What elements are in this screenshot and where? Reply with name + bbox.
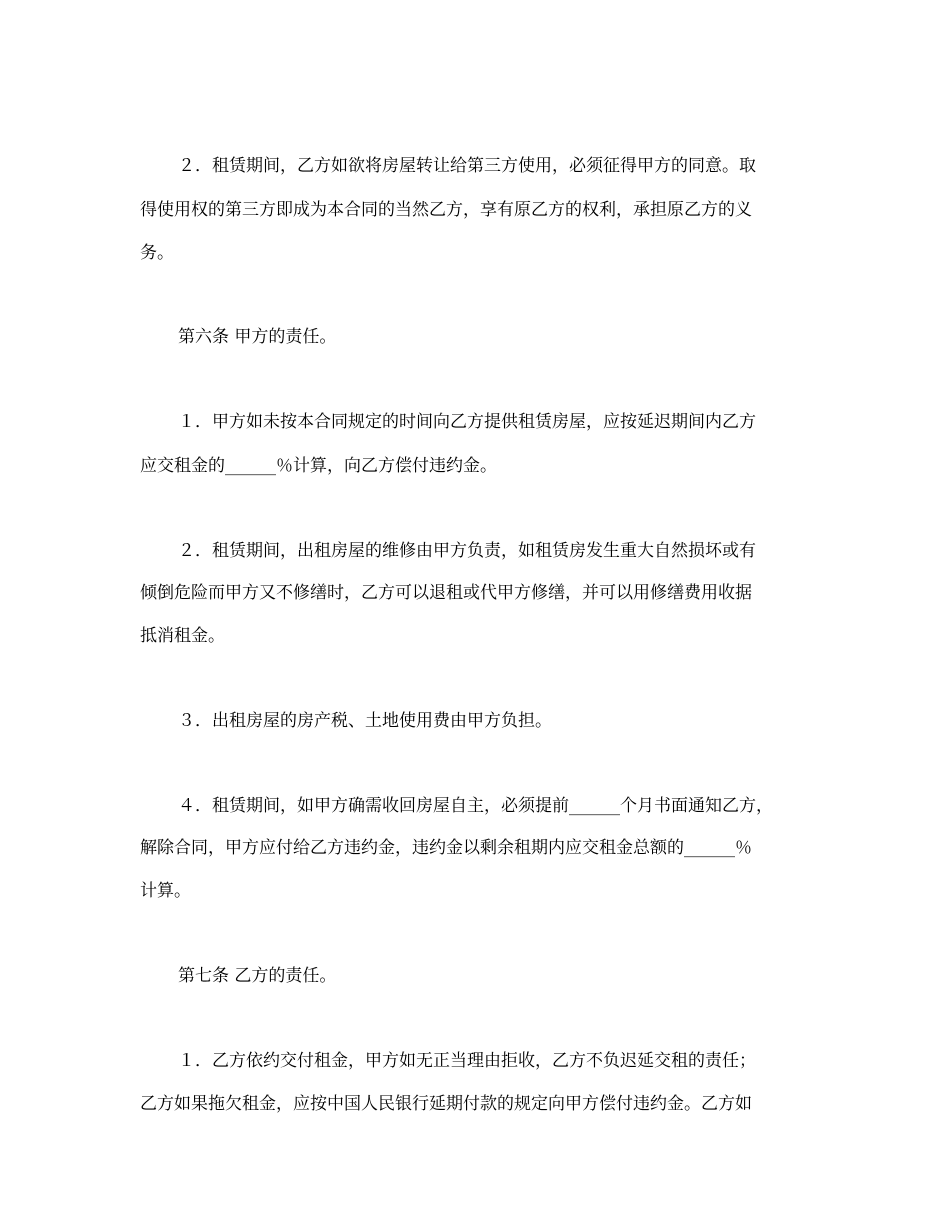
text-line: 抵消租金。: [140, 626, 225, 646]
text-line: 应交租金的______％计算，向乙方偿付违约金。: [140, 456, 497, 476]
text-line: 务。: [140, 243, 174, 263]
text-line: ３．出租房屋的房产税、土地使用费由甲方负担。: [178, 711, 552, 731]
text-line: ２．租赁期间，出租房屋的维修由甲方负责，如租赁房发生重大自然损坏或有: [178, 541, 756, 561]
section-heading: 第七条 乙方的责任。: [178, 966, 337, 986]
text-line: １．甲方如未按本合同规定的时间向乙方提供租赁房屋，应按延迟期间内乙方: [178, 412, 756, 432]
text-line: 得使用权的第三方即成为本合同的当然乙方，享有原乙方的权利，承担原乙方的义: [140, 200, 752, 220]
text-line: 解除合同，甲方应付给乙方违约金，违约金以剩余租期内应交租金总额的______％: [140, 838, 752, 858]
text-line: ２．租赁期间，乙方如欲将房屋转让给第三方使用，必须征得甲方的同意。取: [178, 156, 756, 176]
text-line: ４．租赁期间，如甲方确需收回房屋自主，必须提前______个月书面通知乙方，: [178, 796, 773, 816]
text-line: 倾倒危险而甲方又不修缮时，乙方可以退租或代甲方修缮，并可以用修缮费用收据: [140, 583, 752, 603]
text-line: １．乙方依约交付租金，甲方如无正当理由拒收，乙方不负迟延交租的责任；: [178, 1051, 756, 1071]
text-line: 计算。: [140, 881, 191, 901]
section-heading: 第六条 甲方的责任。: [178, 327, 337, 347]
text-line: 乙方如果拖欠租金，应按中国人民银行延期付款的规定向甲方偿付违约金。乙方如: [140, 1094, 752, 1114]
